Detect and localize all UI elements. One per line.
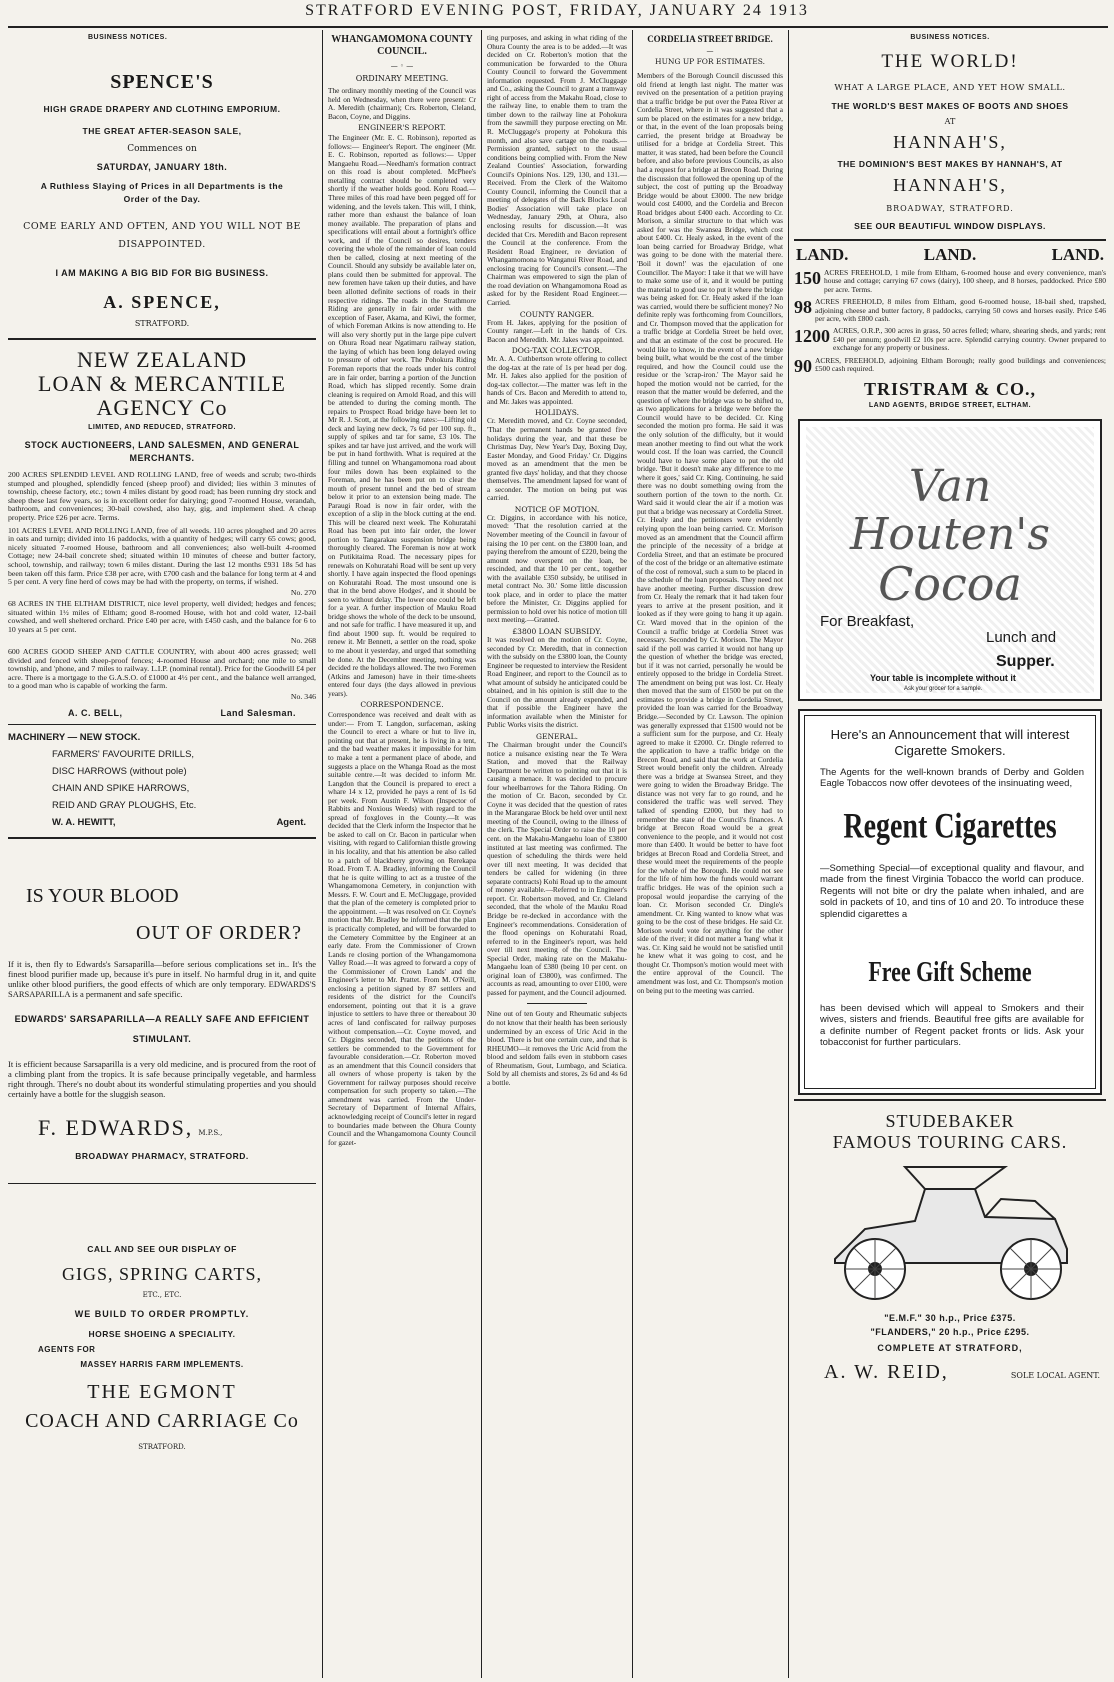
nz-listing-200: 200 ACRES SPLENDID LEVEL AND ROLLING LAND, free of weeds and scrub; two-thirds stumped and ploughed, splendidly fenced (sheep proof) and divided; lies within 3 minutes of township, cheese factory, etc.; town 4 miles distant by good road; has been running dry stock and sheep these last few years, so is in excellent order for dairying; good 7-roomed House, verandah, bathroom, and conveniences; 30-bail cowshed, also hay, gig, and implement shed. A cheap property. Price £26 per acre. Terms. (8, 470, 316, 522)
nz-bell-name: A. C. BELL, (68, 708, 123, 719)
listing-90-number: 90 (794, 355, 812, 376)
egmont-title-2: COACH AND CARRIAGE Co (25, 1410, 299, 1433)
egmont-massey: MASSEY HARRIS FARM IMPLEMENTS. (80, 1360, 244, 1370)
column-rule (481, 30, 482, 1678)
studebaker-title: STUDEBAKER (885, 1110, 1015, 1131)
world-at: AT (944, 117, 956, 126)
spence-sub: HIGH GRADE DRAPERY AND CLOTHING EMPORIUM. (43, 104, 281, 114)
column-2-council: WHANGAMOMONA COUNTY COUNCIL. — ◦ — ORDINARY MEETING. The ordinary monthly meeting of the Council was held on Wednesday, when there were present: Cr A. Meredith (chairman); Crs. Roberton, Cleland, Bacon, Coyne, and Diggins. ENGINEER'S REPORT. The Engineer (Mr. E. C. Robinson), reported as follows:— Engineer's Report. The engineer (Mr. E. C. Robinson, reported as follows:— Upper Mangaehu Road.—Needham's formation contract on this road is about completed. McPhee's metalling contract should be completed very shortly if the weather holds good. Koru Road.—Three miles of this road have been pegged off for widening, and the levels taken. This will, I think, rather more than exhaust the balance of loan money available. The preparation of plans and specifications will entail about a fortnight's office work, and if the Council so desires, tenders covering the whole of the remainder of loan could then be called, closing at next meeting of the Council. Should any subsidy be available later on, plans could then be submitted for approval. The new foremen have taken up their duties, and have been allotted definite sections of roads in their respective ridings. The roads in the Strathmore Riding are generally in fair order with the exception of Faser, Akama, and Kiwi, the former, of which Foreman Atkins is now attending to. He will also very shortly put in the large pipe culvert on Ohura Road near Ngatimaru railway station, the laying of which has been long delayed owing to pressure of other work. The Pohokura Riding Foreman reports that the roads under his control are in fair order, barring a portion of the Junction Road, which has slipped recently. Some drain cleaning is required on Arnold Road, and this will be attended to during the coming month. The repairs to Prospect Road bridge have been let to Mr R. J. Scott, at the following rates:—Lifting old deck and laying new deck, 7s 6d per 100 sup. ft., supply of spikes and tar for same, £3 10s. The spikes and tar have just arrived, and the work will be put in hand forthwith. What is required at the filling and tunnel on Whangamomona road about four miles down has been explained to the Foreman, and he has been put on to clear the mouth of present tunnel and the bed of stream below it prior to an extension being made. The Paraugi Road is now in fair order, with the exception of a slip in the block cutting at the end. This will be cleared next week. The Kohuratahi Road has been put into fair order, the lower portion to Tangarakau suspension bridge being thoroughly cleared. The Foreman is now at work on Putikitaima Road. The necessary pipes for renewals on Kohuratahi Road will be sent up very shortly. I have again inspected the flood openings on Kohuratahi Road. The most unsound one is that in the bend above Hodges', and it should be seen to without delay. The lower one could be left for a year. A further inspection of Mauku Road bridge shows the whole of the deck to be unsound, and not safe for traffic. I have measured it up, and find about 1900 sup. ft. would be required to renew it. Mr Bennett, a settler on the road, spoke to me about it yesterday, and urged that something be done. At the December meeting, nothing was decided re the holidays allowed. The two Foremen (Atkins and Jameson) have in their time-sheets entered four days (the days allowed in previous years). CORRESPONDENCE. Correspondence was received and dealt with as under:— From T. Langdon, surfaceman, asking the Council to erect a whare or hut to live in, pointing out that at present, he is living in a tent, and the bad weather makes it impossible for him to make a tent a permanent place of abode, and suggests a place on the Whanga Road as the most suitable centre.—It was decided to inform Mr. Langdon that the Council is prepared to erect a whare 14 x 12, provided he pays a rent of 1s 6d per week. From Austin F. Wilson (Inspector of Rabbits and Noxious Weeds) with regard to the spread of foxgloves in the County.—It was decided that the Clerk inform the Inspector that he be asked to call on Cr. Bacon in particular when visiting, with regard to Californian thistle growing in his locality, and that his attention be also called to a patch of blackberry growing on Rerekapa Road. From T. A. Bradley, informing the Council that he is quite willing to act as a trustee of the Whangamomona Cemetery, in conjunction with Messrs. F. W. Court and E. McCluggage, provided that the plan of the cemetery is completed prior to the appointment. —It was resolved on Cr. Coyne's motion that Mr. Bradley be informed that the plan is practically completed, and will be forwarded to the Cemetery Committee by the Engineer at an early date. From the Commissioner of Crown Lands re closing portion of the Whangamomona Valley Road.—It was agreed to forward a copy of the Commissioner of Crown Lands' and the Engineer's letter to Mr. Prattet. From M. O'Neill, enclosing a petition signed by 87 settlers and residents of the district for the Council's endorsement, pointing out that it is a grave injustice to settlers to have three or thereabout 30 acres of land confiscated for railway purposes without compensation.—Cr. Coyne moved, and Cr. Diggins seconded, that the petitions of the settlers be commended to the Government for favourable consideration.—Cr. Roberton moved as an amendment that this Council considers that all owners of whose property is taken by the Government for railway purposes should receive compensation for such property so taken.—The amendment was carried. From the Under-Secretary of Department of Internal Affairs, acknowledging receipt of Council's letter in regard to boundaries made between the Ohura County Council and the Whangamomona County Council for gazet- (328, 34, 476, 1147)
hannahs-1: HANNAH'S, (893, 132, 1007, 152)
land-heading-3: LAND. (1051, 245, 1104, 264)
nz-stock: STOCK AUCTIONEERS, LAND SALESMEN, AND GENERAL MERCHANTS. (24, 440, 300, 463)
cocoa-incomplete: Your table is incomplete without it (870, 672, 1016, 683)
divider (8, 1183, 316, 1184)
hewitt-line-1: FARMERS' FAVOURITE DRILLS, (52, 749, 195, 761)
business-notices-label-2: BUSINESS NOTICES. (910, 34, 990, 41)
spence-bid: I AM MAKING A BIG BID FOR BIG BUSINESS. (55, 268, 269, 278)
listing-150: ACRES FREEHOLD, 1 mile from Eltham, 6-roomed house and every convenience, man's house and cottage; carrying 67 cows (dairy), 100 sheep, and 8 horses, paddocked. Price £80 per acre. Terms. (824, 268, 1106, 294)
bridge-title: CORDELIA STREET BRIDGE. (647, 34, 773, 44)
nz-limited: LIMITED, AND REDUCED, STRATFORD. (88, 424, 236, 431)
egmont-agents: AGENTS FOR (38, 1345, 96, 1355)
column-1-ads (8, 34, 316, 1678)
spence-date: SATURDAY, JANUARY 18th. (96, 162, 228, 172)
edwards-ad (8, 885, 316, 1161)
hewitt-line-2: DISC HARROWS (without pole) (52, 766, 187, 778)
edwards-mps: M.P.S., (198, 1129, 223, 1138)
divider (794, 1099, 1106, 1101)
council-body-3: Correspondence was received and dealt with as under:— From T. Langdon, surfaceman, asking the Council to erect a whare or hut to live in, pointing out that at present, he is living in a tent, and the bad weather makes it impossible for him to make a tent a permanent place of abode, and suggests a place on the Whanga Road as the most suitable centre.—It was decided to inform Mr. Langdon that the Council is prepared to erect a whare 14 x 12, provided he pays a rent of 1s 6d per week. From Austin F. Wilson (Inspector of Rabbits and Noxious Weeds) with regard to the spread of foxgloves in the County.—It was decided that the Clerk inform the Inspector that he be asked to call on Cr. Bacon in particular when visiting, with regard to Californian thistle growing in his locality, and that his attention be also called to a patch of blackberry growing on Rerekapa Road. From T. A. Bradley, informing the Council that he is quite willing to act as a trustee of the Whangamomona Cemetery, in conjunction with Messrs. F. W. Court and E. McCluggage, provided that the plan of the cemetery is completed prior to the appointment. —It was resolved on Cr. Coyne's motion that Mr. Bradley be informed that the plan is practically completed, and will be forwarded to the Cemetery Committee by the Engineer at an early date. From the Commissioner of Crown Lands re closing portion of the Whangamomona Valley Road.—It was agreed to forward a copy of the Commissioner of Crown Lands' and the Engineer's letter to Mr. Prattet. From M. O'Neill, enclosing a petition signed by 87 settlers and residents of the district for the Council's endorsement, pointing out that it is a grave injustice to settlers to have three or thereabout 30 acres of land confiscated for railway purposes without compensation.—Cr. Coyne moved, and Cr. Diggins seconded, that the petitions of the settlers be commended to the Government for favourable consideration.—Cr. Roberton moved as an amendment that this Council considers that all owners of whose property is taken by the Government for railway purposes should receive compensation for such property so taken.—The amendment was carried. From the Under-Secretary of Department of Internal Affairs, acknowledging receipt of Council's letter in regard to boundaries made between the Ohura County Council and the Whangamomona County Council for gazet- (328, 710, 476, 1147)
blood-sub: EDWARDS' SARSAPARILLA—A REALLY SAFE AND EFFICIENT STIMULANT. (14, 1014, 310, 1045)
hannahs-dominion: THE DOMINION'S BEST MAKES BY HANNAH'S, AT (837, 159, 1063, 169)
touring-car-illustration (805, 1159, 1095, 1309)
loan-body: It was resolved on the motion of Cr. Coyne, seconded by Cr. Meredith, that in connection with the subsidy on the £3800 loan, the County Engineer be requested to interview the Resident Road Engineer, and report to the Council as to what amount of subsidy he anticipated could be obtained, and in his opinion is still due to the Council on the amount already expended, and that if possible the Engineer have the information available when the Minister for Public Works visits the district. (487, 635, 627, 730)
edwards-pharmacy: BROADWAY PHARMACY, STRATFORD. (75, 1151, 249, 1162)
regent-intro: Here's an Announcement that will interest Cigarette Smokers. (830, 726, 1070, 758)
studebaker-complete: COMPLETE AT STRATFORD, (877, 1342, 1023, 1353)
world-title: THE WORLD! (881, 51, 1019, 72)
blood-body: If it is, then fly to Edwards's Sarsaparilla—before serious complications set in.. It's the finest blood purifier made up, because it's pure in itself. No harmful drug in it, and quite unlike other blood purifiers, the good effects of which are only temporary. EDWARDS'S SARSAPARILLA is a permanent and safe specific. (8, 959, 316, 1000)
hewitt-ad (8, 729, 316, 831)
council-cont-body-1: ting purposes, and asking in what riding of the Ohura County the area is to be added.—It was decided on Cr. Roberton's motion that the communication be forwarded to the Ohura County Council to forward the Government information requested. From J. McCluggage and Co., asking the Council to grant a tramway right of access from the Makahu Road, close to the railway line, to enable them to tram the timber down to the railway line at Pohokura from the sawmill they purpose erecting on Mr. R. McCluggage's property at Pohokura this month, and also save cartage on the roads.—Permission granted, subject to the usual conditions being complied with. From the New Zealand Counties' Association, forwarding Council's Opinions Nos. 129, 130, and 131.—Received. From the Clerk of the Waitomo County Council, informing the Council that a meeting of delegates of the Back Blocks Local Bodies' Association will take place on Wednesday, January 29th, at Ohura, also enclosing results for discussion.—It was decided that Crs. Meredith and Bacon represent the Council at the conference. From the Resident Road Engineer, re deviation of Whangamomona to Wanganui River Road, and enclosing tracing for Council's consent.—The Chairman was empowered to sign the plan of the road deviation on Whangamomona Road as asked for by the Resident Road Engineer.—Carried. (487, 34, 627, 307)
egmont-ad (8, 1244, 316, 1451)
studebaker-emf: "E.M.F." 30 h.p., Price £375. (884, 1312, 1016, 1323)
egmont-horse: HORSE SHOEING A SPECIALITY. (88, 1329, 236, 1340)
business-notices-label: BUSINESS NOTICES. (88, 34, 168, 41)
spence-sale: THE GREAT AFTER-SEASON SALE, (82, 126, 242, 136)
studebaker-ad (794, 1111, 1106, 1384)
nz-loan-ad (8, 348, 316, 718)
hewitt-line-3: CHAIN AND SPIKE HARROWS, (52, 783, 190, 795)
nz-listing-68-no: No. 268 (290, 635, 316, 645)
general-body: The Chairman brought under the Council's notice a nuisance existing near the Te Wera Station, and moved that the Railway Department be written to pointing out that it is causing a menace. It was decided to procure four wheelbarrows for the Tahora Riding. On the motion of Cr. Bacon, seconded by Cr. Coyne it was decided that the question of rates in the Marangarae Block be held over until next meeting of the Council, owing to the illness of the clerk. The Special Order to raise the 10 per cent. on the Makahu-Mangaehu loan of £3800 instituted at last meeting was confirmed. The question of scheduling the thirds were held over till next meeting. It was decided that tenders be called for widening (in three separate contracts) Kohi Road up to the amount of money available.—Referred to in Engineer's report. Cr. Robertson moved, and Cr. Cleland seconded, that the whole of the Mauku Road Bridge be re-decked in accordance with the Engineer's recommendations. Consideration of the flood openings on Kohuratahi Road, referred to in the Engineer's report, was held over till next meeting of the Council. The Special Order, making rate on the Makahu-Mangaehu loan of £380 (being 10 per cent. on original loan of £3800), was confirmed. The accounts as read, amounting to over £100, were passed for payment, and the Council adjourned. (487, 740, 627, 997)
tristram-sub: LAND AGENTS, BRIDGE STREET, ELTHAM. (868, 401, 1032, 409)
ranger-body: From H. Jakes, applying for the position of County ranger.—Left in the hands of Crs. Bacon and Meredith. Mr. Jakes was appointed. (487, 317, 627, 344)
hannahs-windows: SEE OUR BEAUTIFUL WINDOW DISPLAYS. (854, 221, 1046, 231)
ranger-head: COUNTY RANGER. (519, 309, 595, 319)
regent-title: Regent Cigarettes (843, 805, 1057, 847)
reid-sole: SOLE LOCAL AGENT. (1010, 1370, 1100, 1380)
hewitt-role: Agent. (276, 817, 306, 829)
loan-head: £3800 LOAN SUBSIDY. (512, 627, 602, 636)
egmont-town: STRATFORD. (138, 1443, 186, 1452)
top-rule (8, 26, 1108, 28)
nz-title-1: NEW ZEALAND (76, 347, 248, 372)
dogtax-head: DOG-TAX COLLECTOR. (511, 346, 603, 356)
council-body-2: The Engineer (Mr. E. C. Robinson), reported as follows:— Engineer's Report. The engineer (Mr. E. C. Robinson, reported as follows:— Upper Mangaehu Road.—Needham's formation contract on this road is about completed. McPhee's metalling contract should be completed very shortly if the weather holds good. Koru Road.—Three miles of this road have been pegged off for widening, and the levels taken. This will, I think, rather more than exhaust the balance of loan money available. The preparation of plans and specifications will entail about a fortnight's office work, and if the Council so desires, tenders covering the whole of the remainder of loan could then be called, closing at next meeting of the Council. Should any subsidy be available later on, plans could then be submitted for approval. The new foremen have taken up their duties, and have been allotted definite sections of roads in their respective ridings. The roads in the Strathmore Riding are generally in fair order with the exception of Faser, Akama, and Kiwi, the former, of which Foreman Atkins is now attending to. He will also very shortly put in the large pipe culvert on Ohura Road near Ngatimaru railway station, the laying of which has been long delayed owing to pressure of other work. The Pohokura Riding Foreman reports that the roads under his control are in fair order, barring a portion of the Junction Road, which has slipped recently. Some drain cleaning is required on Arnold Road, and this will be attended to during the coming month. The repairs to Prospect Road bridge have been let to Mr R. J. Scott, at the following rates:—Lifting old deck and laying new deck, 7s 6d per 100 sup. ft., supply of spikes and tar for same, £3 10s. The spikes and tar have just arrived, and the work will be put in hand forthwith. What is required at the filling and tunnel on Whangamomona road about four miles down has been explained to the Foreman, and he has been put on to clear the mouth of present tunnel and the bed of stream below it prior to an extension being made. The Paraugi Road is now in fair order, with the exception of a slip in the block cutting at the end. This will be cleared next week. The Kohuratahi Road has been put into fair order, the lower portion to Tangarakau suspension bridge being thoroughly cleared. The Foreman is now at work on Putikitaima Road. The necessary pipes for renewals on Kohuratahi Road will be sent up very shortly. I have again inspected the flood openings on Kohuratahi Road. The most unsound one is that in the bend above Hodges', and it should be seen to without delay. The lower one could be left for a year. A further inspection of Mauku Road bridge shows the whole of the deck to be unsound, and not safe for traffic. I have measured it up, and find about 1900 sup. ft. would be required to renew it. Mr Bennett, a settler on the road, spoke to me about it yesterday, and urged that something be done. At the December meeting, nothing was decided re the holidays allowed. The two Foremen (Atkins and Jameson) have in their time-sheets entered four days (the days allowed in previous years). (328, 133, 476, 698)
egmont-title-1: THE EGMONT (87, 1381, 237, 1404)
cocoa-cocoa: Cocoa (878, 556, 1022, 611)
nz-listing-600-no: No. 346 (290, 691, 316, 701)
regent-body: —Something Special—of exceptional quality and flavour, and made from the finest Virginia Tobacco the world can produce. Regents will not bite or dry the palate when inhaled, and are sold in packets of 10, and tins of 10 and 20. To introduce these splendid cigarettes a (820, 862, 1084, 920)
nz-bell-role: Land Salesman. (220, 708, 296, 719)
edwards-name: F. EDWARDS, (38, 1115, 194, 1141)
notice-body: Cr. Diggins, in accordance with his notice, moved: 'That the resolution carried at the November meeting of the Council in favour of raising the 10 per cent. on the £3800 loan, and paying therefrom the amount of £220, being the amount now overspent on the loan, be rescinded, and that the 10 per cent., together with the available £350 subsidy, be utilised in metal contract No. 30.' Some little discussion took place, and in order to place the matter before the Minister, Cr. Diggins applied for permission to hold over his notice of motion till next meeting.—Granted. (487, 512, 627, 625)
land-heading-1: LAND. (796, 245, 849, 264)
tristram-name: TRISTRAM & CO., (863, 378, 1036, 399)
nz-listing-68: 68 ACRES IN THE ELTHAM DISTRICT, nice level property, well divided; hedges and fences; situated within 1½ miles of Eltham; good 8-roomed House, with hot and cold water, 12-bail cowshed, and well sheltered orchard. Price £40 per acre, with £450 cash, and the balance for 6 to 10 years at 5 per cent. (8, 599, 316, 634)
spence-come: COME EARLY AND OFTEN, AND YOU WILL NOT BE DISAPPOINTED. (23, 221, 301, 250)
council-title: WHANGAMOMONA COUNTY COUNCIL. (331, 34, 473, 57)
tristram-ad (794, 245, 1106, 409)
listing-1200-number: 1200 (794, 326, 830, 347)
egmont-etc: ETC., ETC. (142, 1291, 182, 1300)
blood-title-2: OUT OF ORDER? (136, 922, 302, 945)
council-ordinary: ORDINARY MEETING. (355, 74, 449, 83)
spence-ad (8, 71, 316, 328)
world-large: WHAT A LARGE PLACE, AND YET HOW SMALL. (834, 83, 1066, 93)
nz-listing-101-no: No. 270 (290, 587, 316, 597)
hewitt-head: MACHINERY — NEW STOCK. (8, 732, 141, 744)
nz-title-3: AGENCY Co (96, 395, 228, 420)
column-rule (322, 30, 323, 1678)
studebaker-sub: FAMOUS TOURING CARS. (832, 1131, 1068, 1152)
holidays-head: HOLIDAYS. (535, 408, 579, 418)
nz-listing-600: 600 ACRES GOOD SHEEP AND CATTLE COUNTRY, with about 400 acres grassed; well divided and fenced with sheep-proof fences; 4-roomed House and orchard; one mile to small township, and 'phone, and 7 miles to railway. L.I.P. (nominal rental). Price for the Goodwill £4 per acre. There is a mortgage to the G.A.S.O. of £1000 at 4½ per cent., and the balance well arranged, to a good man who is capable of working the farm. (8, 646, 316, 691)
cocoa-grocer: Ask your grocer for a sample. (904, 685, 983, 692)
column-rule (788, 30, 789, 1678)
land-heading-2: LAND. (923, 245, 977, 264)
listing-1200: ACRES, O.R.P., 300 acres in grass, 50 acres felled; whare, shearing sheds, and yards; rent £40 per annum; goodwill £2 10s per acre. Splendid carrying country. Owner prepared to exchange for any property or business. (833, 326, 1106, 353)
hannahs-ad (794, 51, 1106, 231)
cocoa-van: Van (908, 460, 992, 512)
spence-title: SPENCE'S (110, 71, 214, 93)
listing-90: ACRES, FREEHOLD, adjoining Eltham Borough; really good buildings and conveniences; £500 cash required. (815, 355, 1106, 374)
council-body-1: The ordinary monthly meeting of the Council was held on Wednesday, when there were present: Cr A. Meredith (chairman); Crs. Roberton, Cleland, Bacon, Coyne, and Diggins. (328, 86, 476, 121)
council-correspondence-head: CORRESPONDENCE. (360, 700, 444, 710)
divider (8, 724, 316, 725)
regent-free-gift: Free Gift Scheme (868, 954, 1032, 988)
column-3-council-continued (487, 34, 627, 1678)
spence-town: STRATFORD. (134, 319, 190, 328)
blood-title-1: IS YOUR BLOOD (26, 885, 179, 908)
divider (794, 239, 1106, 241)
hannahs-broadway: BROADWAY, STRATFORD. (886, 204, 1014, 213)
spence-slaying: A Ruthless Slaying of Prices in all Departments is the Order of the Day. (40, 181, 284, 204)
holidays-body: Cr. Meredith moved, and Cr. Coyne seconded, 'That the permanent hands be granted five holidays during the year, and that these be Christmas Day, New Year's Day, Boxing Day, Easter Monday, and Good Friday.' Cr. Diggins moved as an amendment that the men be granted five days' holiday, and that they choose themselves. The amendment lapsed for want of a seconder. The motion on being put was carried. (487, 416, 627, 503)
listing-150-number: 150 (794, 268, 821, 288)
general-head: GENERAL. (536, 732, 578, 742)
regent-agents: The Agents for the well-known brands of Derby and Golden Eagle Tobaccos now offer devotees of the insinuating weed, (820, 766, 1084, 790)
dogtax-body: Mr. A. A. Cuthbertson wrote offering to collect the dog-tax at the rate of 1s per head per dog. Mr. H. Jakes also applied for the position of dog-tax collector.—The matter was left in the hands of Crs. Bacon and Meredith to attend to, and Mr. Jakes was appointed. (487, 354, 627, 406)
rheumo-ad: Nine out of ten Gouty and Rheumatic subjects do not know that their health has been seriously undermined by an excess of Uric Acid in the blood. There is but one certain cure, and that is RHEUMO—it removes the Uric Acid from the blood and seldom fails even in stubborn cases of Rheumatism, Gout, Lumbago, and Sciatica. Sold by all chemists and stores, 2s 6d and 4s 6d a bottle. (487, 1009, 627, 1087)
nz-listing-101: 101 ACRES LEVEL AND ROLLING LAND, free of all weeds. 110 acres ploughed and 20 acres in oats and turnip; divided into 16 paddocks, with a quantity of hedges; will carry 65 cows; good, nicely situated 7-roomed House, bathroom and all conveniences; also well-built 4-roomed Cottage; new 24-bail concrete shed; situated within 10 minutes of cheese and butter factory, school, township, and railway; town 6 miles distant. During the last 12 months £931 18s 5d has been taken off this farm. Price £38 per acre, with £700 cash and the balance for long term at 4 and 5 per cent. A very fine herd of cows may be had with the property, on terms, if wished. (8, 525, 316, 587)
world-best: THE WORLD'S BEST MAKES OF BOOTS AND SHOES (831, 101, 1069, 111)
hannahs-2: HANNAH'S, (893, 175, 1007, 195)
cocoa-lunch: Lunch and (986, 628, 1057, 646)
spence-commences: Commences on (127, 144, 197, 154)
cocoa-breakfast: For Breakfast, (820, 612, 915, 630)
cocoa-supper: Supper. (996, 652, 1055, 670)
reid-name: A. W. REID, (824, 1360, 949, 1383)
column-5-ads (794, 34, 1106, 1678)
divider (8, 837, 316, 839)
hewitt-line-4: REID AND GRAY PLOUGHS, Etc. (52, 800, 197, 812)
egmont-build: WE BUILD TO ORDER PROMPTLY. (74, 1309, 250, 1320)
listing-98: ACRES FREEHOLD, 8 miles from Eltham, good 6-roomed house, 18-bail shed, trapshed, adjoining cheese and butter factory, 8 paddocks, carrying 50 cows and horses easily. Price £46 per acre, with £800 cash. (815, 297, 1106, 324)
divider (8, 338, 316, 340)
cocoa-houtens: Houten's (850, 508, 1050, 560)
studebaker-flanders: "FLANDERS," 20 h.p., Price £295. (870, 1326, 1030, 1337)
listing-98-number: 98 (794, 297, 812, 318)
egmont-call: CALL AND SEE OUR DISPLAY OF (87, 1244, 237, 1255)
bridge-body: Members of the Borough Council discussed this old friend at length last night. The matter was revived on the presentation of a petition praying that a traffic bridge be put over the Patea River at Cordelia Street, where in it was suggested that a sum be placed on the estimates for a new bridge, or that, in the event of the loan proposals being carried, the present bridge at Broadway be utilised for a bridge at Cordelia Street. This matter, it was stated, had been before the Council before, and also before previous Councils, as also had a request for a bridge at Brecon Road. During the discussion that followed the opening up of the subject, the cost of putting up the Broadway Bridge would be about £3000. The new bridge would cost £4000, and the Cordelia and Brecon Road bridges about £400 each. According to Cr. Morison, a similar structure to that which was asked for was the Swansea Bridge, which cost about £400. Cr. Healy asked, in the event of the loan being carried for Broadway Bridge, what was going to be done with the material there. 'Boil it down!' was the ejaculation of one Councillor. The Mayor: I take it that we will have to make some use of it, and it would be putting the material to good use to put it where the bridge was being asked for. Cr. Healy asked if the loan was carried, would there be sufficient money? No definite reply was forthcoming from Councillors, and Cr. Thompson moved that the application for a traffic bridge at Cordelia Street be held over, and that an estimate of the cost be procured. He would like to know, in the event of a new bridge being built, what would be the cost of the timber required, and how the Council could use the residue or the 'scrap-iron.' The Mayor said he hoped the motion would not be carried, for the reason that the matter would be deferred, and the question of where the bridge was to be shifted to, as two applications for a bridge were before the Council would have to be decided. Cr. King seconded the motion pro forma. He said it was the only solution of the difficulty, but it would mean another meeting to find out what the work would cost. If the loan was carried, the Council would have to have some place to put the old bridge. 'But it doesn't make any difference to me where it goes,' said Cr. King. Continuing, he said there was no doubt something owing from the southern portion of the town to the north. Cr. Ward said it would clear the air if a motion was put that a bridge was necessary at Cordelia Street. Cr. Healy and the petitioners were evidently relying upon the loan being carried. Cr. Morison moved as an amendment that the Council affirm the principle of the necessity of a bridge at Cordelia Street, and that an estimate be procured of the cost of the bridge or an alternative estimate of the cost of removal, such a sum to be placed in the schedule of the loan proposals. They need not have another meeting. Further discussion drew from Cr. Healy the remark that it had taken four years to arrive at the present position, and it looked as if they were going to hang it up again. Cr. Ward moved that in the opinion of the Council a traffic bridge at Cordelia Street was necessary. Seconded by Cr. Morison. The Mayor said if the poll was carried it would not hang up the question of whether the bridge was erected, but if it was not carried, personally he would be entirely opposed to the bridge in Cordelia Street. The amendment on being put was lost. Cr. Healy then moved that the sum of £1500 be put on the estimates to provide a bridge in Cordelia Street, provided the loan was carried for the Broadway Bridge.—Seconded by Cr. Lawson. The opinion was generally expressed that £1500 would not be a sufficient sum for the purpose, and Cr. Healy agreed to make it £2000. Cr. Dingle referred to the application to have a traffic bridge on the Brecon Road, and said that the work at Cordelia Street would benefit only the children. Already there was a bridge at Swansea Street, and they were going to widen the Broadway Bridge. The distance was not very far to go round, and he considered the traffic was well served. They talked of spending £2000, but they had to remember the state of the Council's finances. A bridge at Brecon Road would be a great convenience to the people, and it would not cost more than £400. It would be better to have foot bridges at Brecon Road and Cordelia Street, and these would meet the requirements of the people for the whole of the Borough. He could not see for the life of him how the funds would warrant traffic bridges. He was of the opinion such a proposal would jeopardise the carrying of the loan. Cr. Morison seconded Cr. Dingle's amendment. Cr. King wanted to know what was going to be the cost of these bridges. He said Cr. Morison would vote for anything for the other side of the river; it did not matter a 'hang' what it was. Cr. King said he would not be satisfied until he knew what it was going to cost, and he thought Cr. Thompson's motion would meet with the entire approval of the Council. The amendment was lost, and Cr. Thompson's motion on being put to the meeting was carried. (637, 71, 783, 995)
council-engineer-head: ENGINEER'S REPORT. (358, 123, 446, 133)
regent-free-body: has been devised which will appeal to Smokers and their wives, sisters and friends. Beautiful free gifts are available for a definite number of Regent packet fronts or lids. Ask your tobacconist for further particulars. (820, 1002, 1084, 1049)
spence-name: A. SPENCE, (103, 292, 221, 312)
hewitt-name: W. A. HEWITT, (52, 817, 116, 829)
column-4-bridge: CORDELIA STREET BRIDGE. — HUNG UP FOR ESTIMATES. Members of the Borough Council discussed this old friend at length last night. The matter was revived on the presentation of a petition praying that a traffic bridge be put over the Patea River at Cordelia Street, where in it was suggested that a sum be placed on the estimates for a new bridge, or that, in the event of the loan proposals being carried, the present bridge at Broadway be utilised for a bridge at Cordelia Street. This matter, it was stated, had been before the Council before, and also before previous Councils, as also had a request for a bridge at Brecon Road. During the discussion that followed the opening up of the subject, the cost of putting up the Broadway Bridge would be about £3000. The new bridge would cost £4000, and the Cordelia and Brecon Road bridges about £400 each. According to Cr. Morison, a similar structure to that which was asked for was the Swansea Bridge, which cost about £400. Cr. Healy asked, in the event of the loan being carried for Broadway Bridge, what was going to be done with the material there. 'Boil it down!' was the ejaculation of one Councillor. The Mayor: I take it that we will have to make some use of it, and it would be putting the material to good use to put it where the bridge was being asked for. Cr. Healy asked if the loan was carried, would there be sufficient money? No definite reply was forthcoming from Councillors, and Cr. Thompson moved that the application for a traffic bridge at Cordelia Street be held over, and that an estimate of the cost be procured. He would like to know, in the event of a new bridge being built, what would be the cost of the timber required, and how the Council could use the residue or the 'scrap-iron.' The Mayor said he hoped the motion would not be carried, for the reason that the matter would be deferred, and the question of where the bridge was to be shifted to, as two applications for a bridge were before the Council would have to be decided. Cr. King seconded the motion pro forma. He said it was the only solution of the difficulty, but it would mean another meeting to find out what the work would cost. If the loan was carried, the Council would have to have some place to put the old bridge. 'But it doesn't make any difference to me where it goes,' said Cr. King. Continuing, he said there was no doubt something owing from the southern portion of the town to the north. Cr. Ward said it would clear the air if a motion was put that a bridge was necessary at Cordelia Street. Cr. Healy and the petitioners were evidently relying upon the loan being carried. Cr. Morison moved as an amendment that the Council affirm the principle of the necessity of a bridge at Cordelia Street, and that an estimate be procured of the cost of the bridge or an alternative estimate of the cost of removal, such a sum to be placed in the schedule of the loan proposals. They need not have another meeting. Further discussion drew from Cr. Healy the remark that it had taken four years to arrive at the present position, and it looked as if they were going to hang it up again. Cr. Ward moved that in the opinion of the Council a traffic bridge at Cordelia Street was necessary. Seconded by Cr. Morison. The Mayor said if the poll was carried it would not hang up the question of whether the bridge was erected, but if it was not carried, personally he would be entirely opposed to the bridge in Cordelia Street. The amendment on being put was lost. Cr. Healy then moved that the sum of £1500 be put on the estimates to provide a bridge in Cordelia Street, provided the loan was carried for the Broadway Bridge.—Seconded by Cr. Lawson. The opinion was generally expressed that £1500 would not be a sufficient sum for the purpose, and Cr. Healy agreed to make it £2000. Cr. Dingle referred to the application to have a traffic bridge on the Brecon Road, and said that the work at Cordelia Street would benefit only the children. Already there was a bridge at Swansea Street, and they were going to widen the Broadway Bridge. The distance was not very far to go round, and he considered the traffic was well served. They talked of spending £2000, but they had to remember the state of the Council's finances. A bridge at Brecon Road would be a great convenience to the people, and it would not cost more than £400. It would be better to have foot bridges at Brecon Road and Cordelia Street, and these would meet the requirements of the people for the whole of the Borough. He could not see for the life of him how the funds would warrant traffic bridges. He was of the opinion such a proposal would jeopardise the carrying of the loan. Cr. Morison seconded Cr. Dingle's amendment. Cr. King wanted to know what was going to be the cost of these bridges. He said Cr. Morison would vote for anything for the other side of the river; it did not matter a 'hang' what it was. Cr. King said he would not be satisfied until he knew what it was going to cost, and he thought Cr. Thompson's motion would meet with the entire approval of the Council. The amendment was lost, and Cr. Thompson's motion on being put to the meeting was carried. (637, 34, 783, 995)
column-rule (632, 30, 633, 1678)
van-houtens-cocoa-ad (798, 419, 1102, 701)
masthead: STRATFORD EVENING POST, FRIDAY, JANUARY 24 1913 (305, 2, 809, 19)
bridge-sub: HUNG UP FOR ESTIMATES. (655, 57, 765, 66)
nz-title-2: LOAN & MERCANTILE (38, 371, 286, 396)
notice-head: NOTICE OF MOTION. (514, 504, 600, 514)
divider (527, 1003, 587, 1004)
blood-body-2: It is efficient because Sarsaparilla is a very old medicine, and is procured from the root of a climbing plant from the tropics. It is safe because principally vegetable, and harmless right through. There's no doubt about its wonderful stimulating properties and you should certainly have a bottle for the sluggish season. (8, 1059, 316, 1100)
regent-cigarettes-ad (798, 709, 1102, 1095)
egmont-gigs: GIGS, SPRING CARTS, (62, 1264, 262, 1285)
